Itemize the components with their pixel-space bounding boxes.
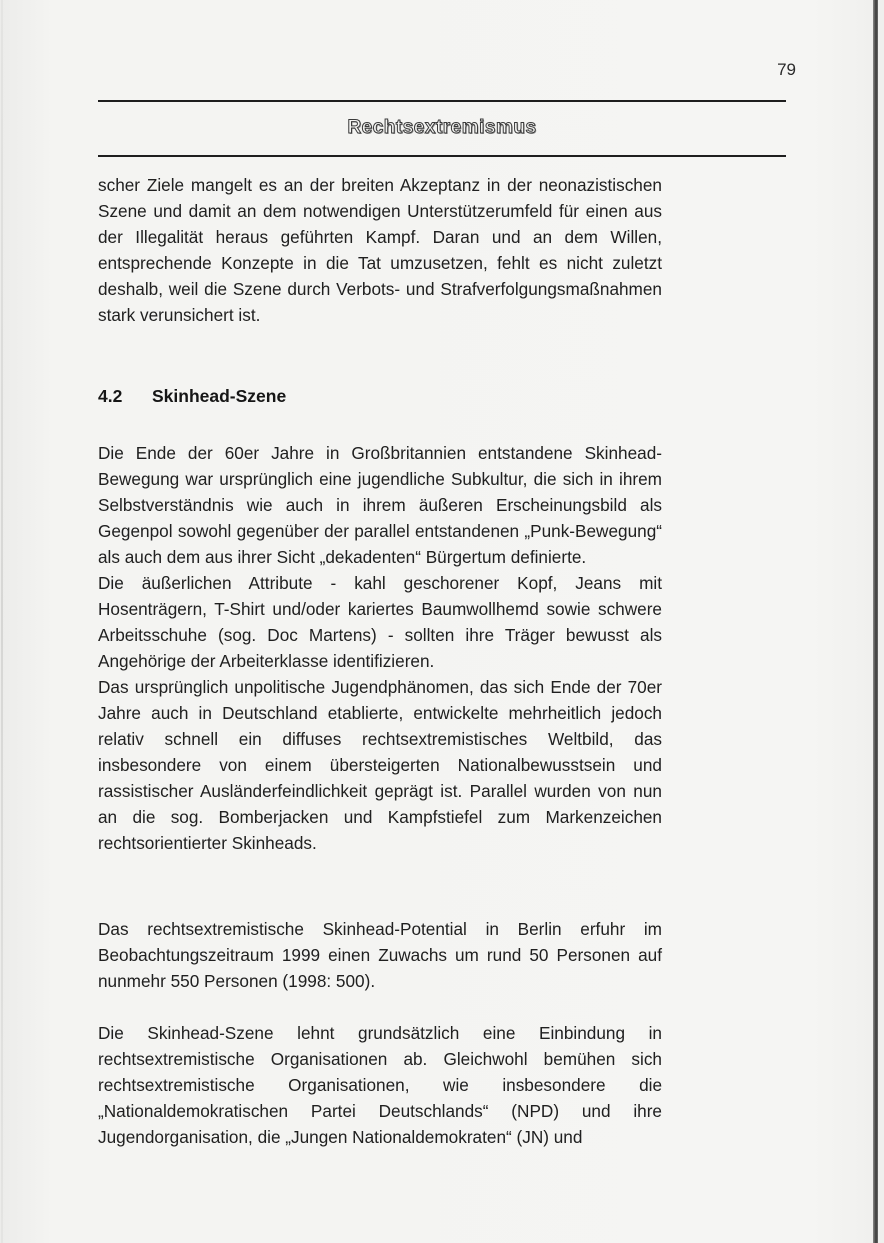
page-number: 79 — [777, 60, 796, 79]
running-title: Rechtsextremismus — [347, 117, 537, 138]
page-edge-left — [1, 0, 3, 1243]
intro-paragraph: scher Ziele mangelt es an der breiten Akzeptanz in der neonazistischen Szene und damit an dem notwendigen Unterstützerumfeld für einen aus der Illegalität heraus geführten Kampf. Daran und an dem Willen, entsprechende Konzepte in die Tat umzusetzen, fehlt es nicht zuletzt deshalb, weil die Szene durch Verbots- und Strafverfolgungsmaßnahmen stark verunsichert ist. — [98, 175, 662, 325]
intro-paragraph-block — [98, 172, 662, 328]
section-body-part-2 — [98, 916, 662, 994]
section-heading — [98, 386, 662, 407]
section-body-part-3 — [98, 1020, 662, 1150]
section-title: Skinhead-Szene — [152, 386, 287, 406]
paragraph-2: Die äußerlichen Attribute - kahl geschorener Kopf, Jeans mit Hosenträgern, T-Shirt und/oder kariertes Baumwollhemd sowie schwere Arbeitsschuhe (sog. Doc Martens) - sollten ihre Träger bewusst als Angehörige der Arbeiterklasse identifizieren. — [98, 573, 662, 671]
section-body-part-1 — [98, 440, 662, 856]
header-rule-bottom — [98, 155, 786, 157]
page-edge-right — [873, 0, 878, 1243]
paragraph-3: Das ursprünglich unpolitische Jugendphänomen, das sich Ende der 70er Jahre auch in Deutschland etablierte, entwickelte mehrheitlich jedoch relativ schnell ein diffuses rechtsextremistisches Weltbild, das insbesondere von einem übersteigerten Nationalbewusstsein und rassistischer Ausländerfeindlichkeit geprägt ist. Parallel wurden von nun an die sog. Bomberjacken und Kampfstiefel zum Markenzeichen rechtsorientierter Skinheads. — [98, 677, 662, 853]
header-rule-top — [98, 100, 786, 102]
paragraph-5: Die Skinhead-Szene lehnt grundsätzlich eine Einbindung in rechtsextremistische Organisationen ab. Gleichwohl bemühen sich rechtsextremistische Organisationen, wie insbesondere die „Nationaldemokratischen Partei Deutschlands“ (NPD) und ihre Jugendorganisation, die „Jungen Nationaldemokraten“ (JN) und — [98, 1023, 662, 1147]
paragraph-4: Das rechtsextremistische Skinhead-Potential in Berlin erfuhr im Beobachtungszeitraum 1999 einen Zuwachs um rund 50 Personen auf nunmehr 550 Personen (1998: 500). — [98, 919, 662, 991]
paragraph-1: Die Ende der 60er Jahre in Großbritannien entstandene Skinhead-Bewegung war ursprünglich eine jugendliche Subkultur, die sich in ihrem Selbstverständnis wie auch in ihrem äußeren Erscheinungsbild als Gegenpol sowohl gegenüber der parallel entstandenen „Punk-Bewegung“ als auch dem aus ihrer Sicht „dekadenten“ Bürgertum definierte. — [98, 443, 662, 567]
section-number: 4.2 — [98, 386, 123, 406]
